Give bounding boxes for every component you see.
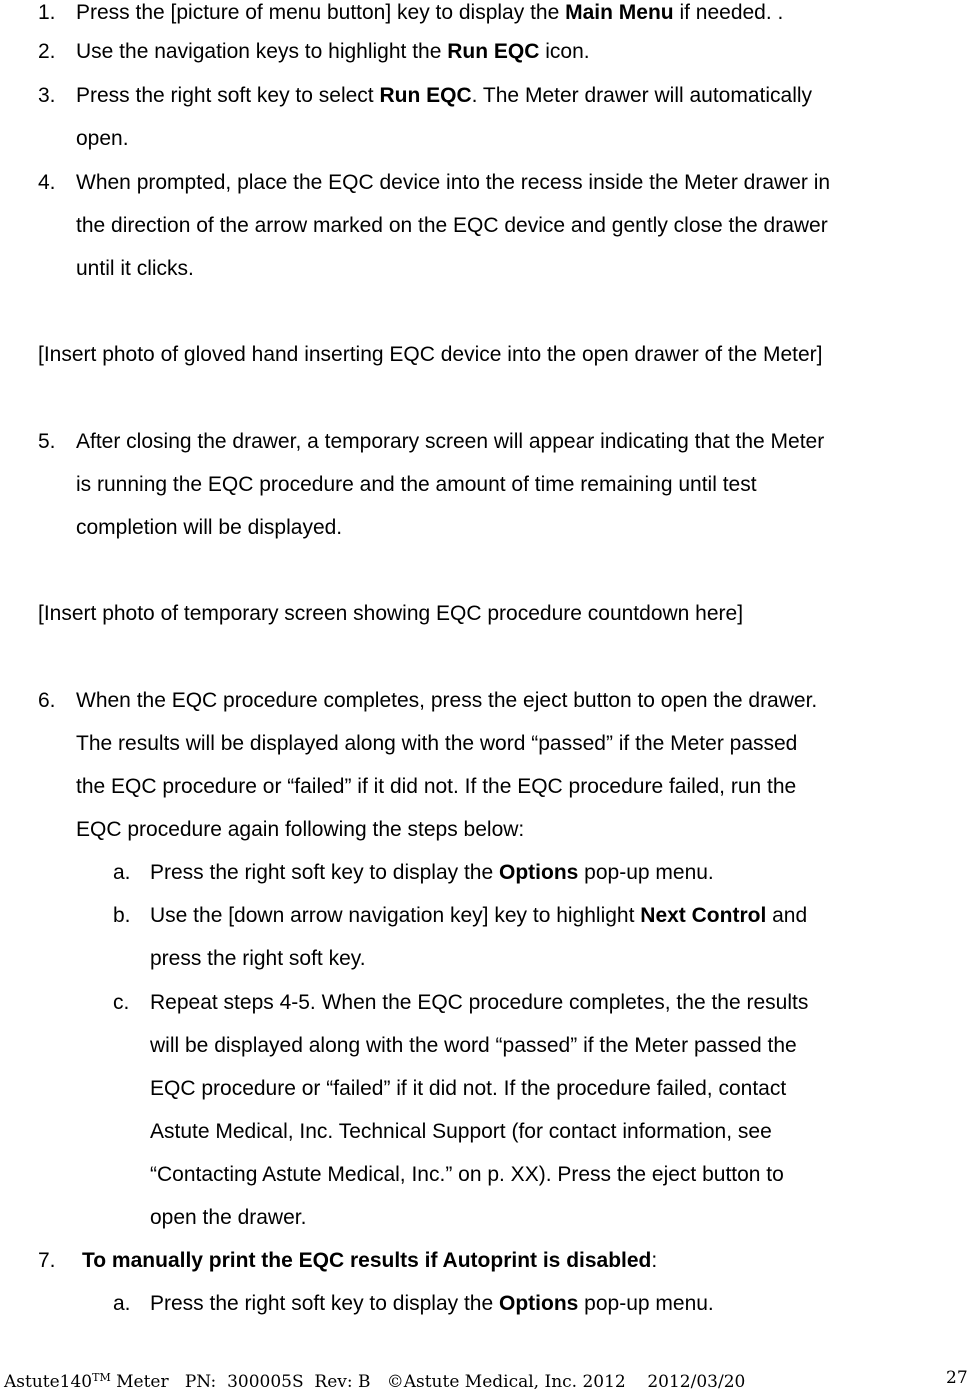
substep-letter: a. [113, 1292, 131, 1315]
substep-c-text-cont: open the drawer. [150, 1206, 307, 1229]
step-4-text-cont: until it clicks. [76, 257, 194, 280]
step-2-text: Use the navigation keys to highlight the Run EQC icon. [76, 40, 590, 63]
substep-c-text: Repeat steps 4-5. When the EQC procedure completes, the the results [150, 991, 809, 1014]
step-5-text-cont: is running the EQC procedure and the amount of time remaining until test [76, 473, 757, 496]
page-number: 27 [946, 1368, 968, 1388]
step-number: 1. [38, 1, 56, 24]
step-6-text-cont: The results will be displayed along with the word “passed” if the Meter passed [76, 732, 798, 755]
step-5-text-cont: completion will be displayed. [76, 516, 343, 539]
substep-c-text-cont: EQC procedure or “failed” if it did not. If the procedure failed, contact [150, 1077, 787, 1100]
step-number: 4. [38, 171, 56, 194]
substep-a-text: Press the right soft key to display the Options pop-up menu. [150, 1292, 714, 1315]
step-3-text: Press the right soft key to select Run EQC. The Meter drawer will automatically [76, 84, 813, 107]
step-number: 7. [38, 1249, 56, 1272]
substep-letter: a. [113, 861, 131, 884]
step-6-text: When the EQC procedure completes, press the eject button to open the drawer. [76, 689, 818, 712]
step-3-text-cont: open. [76, 127, 129, 150]
footer-doc-info: Astute140™ Meter PN: 300005S Rev: B ©Astute Medical, Inc. 2012 2012/03/20 [4, 1371, 746, 1392]
substep-letter: b. [113, 904, 131, 927]
step-number: 6. [38, 689, 56, 712]
substep-letter: c. [113, 991, 130, 1014]
substep-c-text-cont: will be displayed along with the word “passed” if the Meter passed the [150, 1034, 797, 1057]
step-6-text-cont: EQC procedure again following the steps below: [76, 818, 525, 841]
step-4-text-cont: the direction of the arrow marked on the EQC device and gently close the drawer [76, 214, 828, 237]
page-footer [0, 1366, 973, 1390]
step-5-text: After closing the drawer, a temporary screen will appear indicating that the Meter [76, 430, 825, 453]
substep-c-text-cont: “Contacting Astute Medical, Inc.” on p. XX). Press the eject button to [150, 1163, 784, 1186]
step-7-heading: To manually print the EQC results if Autoprint is disabled: [82, 1249, 658, 1272]
step-1-text: Press the [picture of menu button] key to display the Main Menu if needed. . [76, 1, 784, 24]
substep-b-text: Use the [down arrow navigation key] key to highlight Next Control and [150, 904, 808, 927]
step-number: 3. [38, 84, 56, 107]
substep-b-text-cont: press the right soft key. [150, 947, 366, 970]
step-number: 2. [38, 40, 56, 63]
step-number: 5. [38, 430, 56, 453]
step-6-text-cont: the EQC procedure or “failed” if it did not. If the EQC procedure failed, run the [76, 775, 797, 798]
step-4-text: When prompted, place the EQC device into the recess inside the Meter drawer in [76, 171, 831, 194]
photo-placeholder: [Insert photo of temporary screen showing EQC procedure countdown here] [38, 602, 744, 625]
substep-a-text: Press the right soft key to display the Options pop-up menu. [150, 861, 714, 884]
photo-placeholder: [Insert photo of gloved hand inserting EQC device into the open drawer of the Meter] [38, 343, 823, 366]
substep-c-text-cont: Astute Medical, Inc. Technical Support (for contact information, see [150, 1120, 772, 1143]
